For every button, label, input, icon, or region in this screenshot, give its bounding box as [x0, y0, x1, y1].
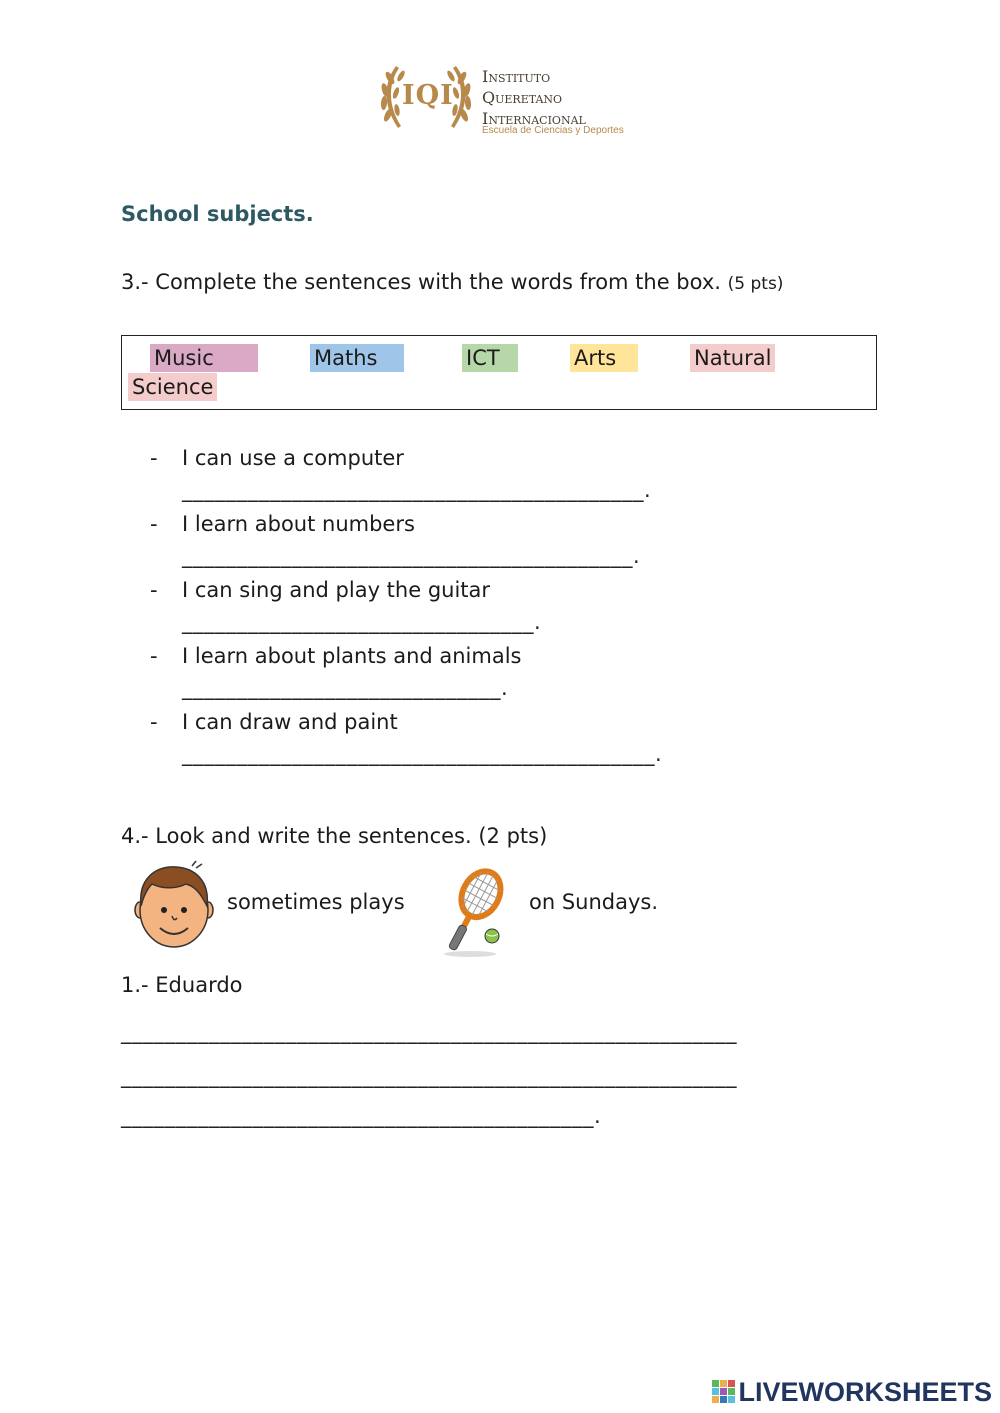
logo-initials: IQI [402, 80, 454, 111]
tennis-racket-icon [440, 866, 506, 958]
word-maths: Maths [310, 344, 404, 372]
section-3-instruction-text: 3.- Complete the sentences with the words from the box. [121, 270, 721, 294]
institution-line-1: Instituto [482, 67, 551, 86]
word-music: Music [150, 344, 258, 372]
section-3-points: (5 pts) [727, 274, 784, 294]
item-dash: - [150, 578, 158, 602]
answer-blank-5[interactable]: ___________________________________________. [182, 742, 663, 766]
writing-line-2[interactable]: ________________________________________________________ [121, 1064, 737, 1088]
answer-blank-2[interactable]: _________________________________________. [182, 544, 641, 568]
item-dash: - [150, 644, 158, 668]
picture-sentence-end: on Sundays. [529, 890, 659, 914]
institution-line-3: Internacional [482, 109, 586, 128]
writing-line-3[interactable]: ___________________________________________. [121, 1104, 602, 1128]
writing-line-1[interactable]: ________________________________________________________ [121, 1020, 737, 1044]
liveworksheets-brand: LIVEWORKSHEETS [738, 1376, 992, 1407]
item-dash: - [150, 446, 158, 470]
word-arts: Arts [570, 344, 638, 372]
section-3-instruction [121, 270, 783, 294]
section-4-instruction: 4.- Look and write the sentences. (2 pts) [121, 824, 548, 848]
item-text: I can sing and play the guitar [182, 578, 491, 602]
word-ict: ICT [462, 344, 518, 372]
boy-face-icon [134, 860, 214, 950]
school-logo [376, 58, 636, 140]
liveworksheets-logo-icon [712, 1380, 736, 1404]
page-title: School subjects. [121, 202, 314, 226]
item-text: I can use a computer [182, 446, 404, 470]
liveworksheets-footer [712, 1375, 992, 1409]
item-dash: - [150, 710, 158, 734]
item-text: I can draw and paint [182, 710, 398, 734]
word-box [121, 335, 877, 410]
answer-start: 1.- Eduardo [121, 973, 243, 997]
word-science: Science [128, 373, 217, 401]
item-dash: - [150, 512, 158, 536]
item-text: I learn about numbers [182, 512, 415, 536]
institution-tagline: Escuela de Ciencias y Deportes [482, 125, 624, 136]
picture-sentence-middle: sometimes plays [227, 890, 405, 914]
item-text: I learn about plants and animals [182, 644, 522, 668]
answer-blank-1[interactable]: __________________________________________. [182, 478, 652, 502]
answer-blank-3[interactable]: ________________________________. [182, 610, 542, 634]
institution-line-2: Queretano [482, 88, 563, 107]
answer-blank-4[interactable]: _____________________________. [182, 676, 509, 700]
word-natural: Natural [690, 344, 775, 372]
